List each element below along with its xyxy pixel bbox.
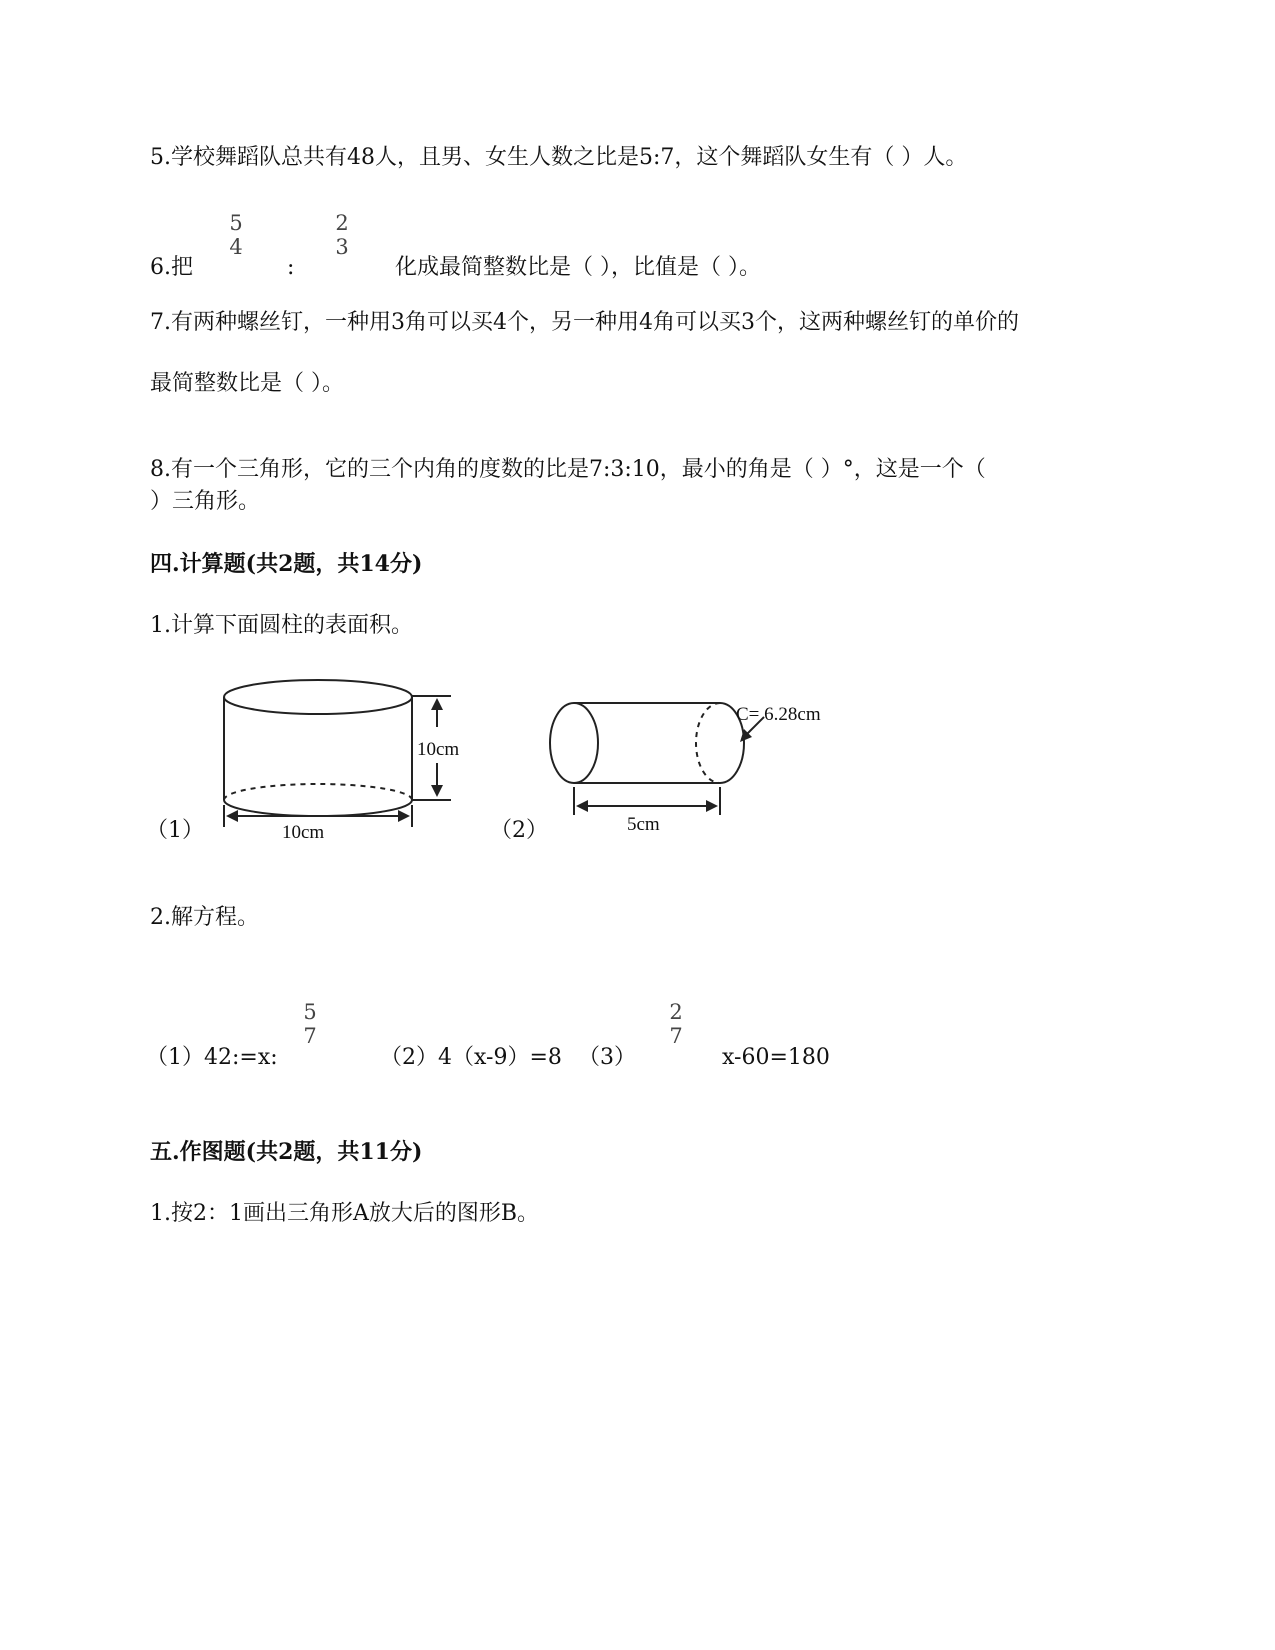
arrow-up-icon	[431, 698, 443, 710]
calc-question-1: 1.计算下面圆柱的表面积。	[150, 613, 413, 638]
cylinder-2-length-label: 5cm	[627, 814, 660, 835]
question-5: 5.学校舞蹈队总共有48人，且男、女生人数之比是5:7，这个舞蹈队女生有（ ）人。	[150, 145, 968, 170]
question-8-line-2: ）三角形。	[150, 489, 261, 514]
question-6-suffix: 化成最简整数比是（ ），比值是（ ）。	[395, 255, 761, 280]
cylinder-1-height-label: 10cm	[417, 739, 460, 760]
fraction-numerator: 2	[335, 211, 349, 235]
arrow-left-icon	[226, 810, 238, 822]
cylinder-2	[550, 703, 764, 815]
equation-3-prefix: （3）	[578, 1045, 636, 1070]
calc-question-2: 2.解方程。	[150, 905, 259, 930]
fraction-numerator: 5	[303, 1000, 317, 1024]
cylinder-1-width-label: 10cm	[282, 822, 325, 843]
question-8-line-1: 8.有一个三角形，它的三个内角的度数的比是7:3:10，最小的角是（ ）°，这是一个（	[150, 457, 986, 482]
fraction-denominator: 4	[229, 235, 243, 259]
equation-3-suffix: x-60=180	[722, 1045, 830, 1070]
cylinder-2-circumference-label: C= 6.28cm	[736, 704, 821, 725]
arrow-right-icon	[706, 800, 718, 812]
section-4-title: 四.计算题(共2题，共14分)	[150, 551, 423, 577]
fraction-denominator: 7	[669, 1024, 683, 1048]
fraction-numerator: 5	[229, 211, 243, 235]
question-6-colon: :	[287, 255, 295, 280]
section-5-title: 五.作图题(共2题，共11分)	[150, 1139, 423, 1165]
fraction-numerator: 2	[669, 1000, 683, 1024]
fraction-denominator: 7	[303, 1024, 317, 1048]
arrow-right-icon	[398, 810, 410, 822]
fraction-5-4	[224, 211, 248, 259]
arrow-left-icon	[576, 800, 588, 812]
question-7-line-2: 最简整数比是（ ）。	[150, 371, 344, 396]
fraction-2-3	[330, 211, 354, 259]
equation-1: （1）42:=x:	[146, 1045, 278, 1070]
fraction-denominator: 3	[335, 235, 349, 259]
question-6-prefix: 6.把	[150, 255, 193, 280]
fraction-2-7	[664, 1000, 688, 1048]
arrow-down-icon	[431, 785, 443, 797]
figure-1-label: （1）	[146, 818, 204, 843]
draw-question-1: 1.按2：1画出三角形A放大后的图形B。	[150, 1201, 540, 1226]
fraction-5-7	[298, 1000, 322, 1048]
question-7-line-1: 7.有两种螺丝钉，一种用3角可以买4个，另一种用4角可以买3个，这两种螺丝钉的单价的	[150, 310, 1019, 335]
equation-2: （2）4（x-9）=8	[380, 1045, 562, 1070]
figure-2-label: （2）	[490, 818, 548, 843]
